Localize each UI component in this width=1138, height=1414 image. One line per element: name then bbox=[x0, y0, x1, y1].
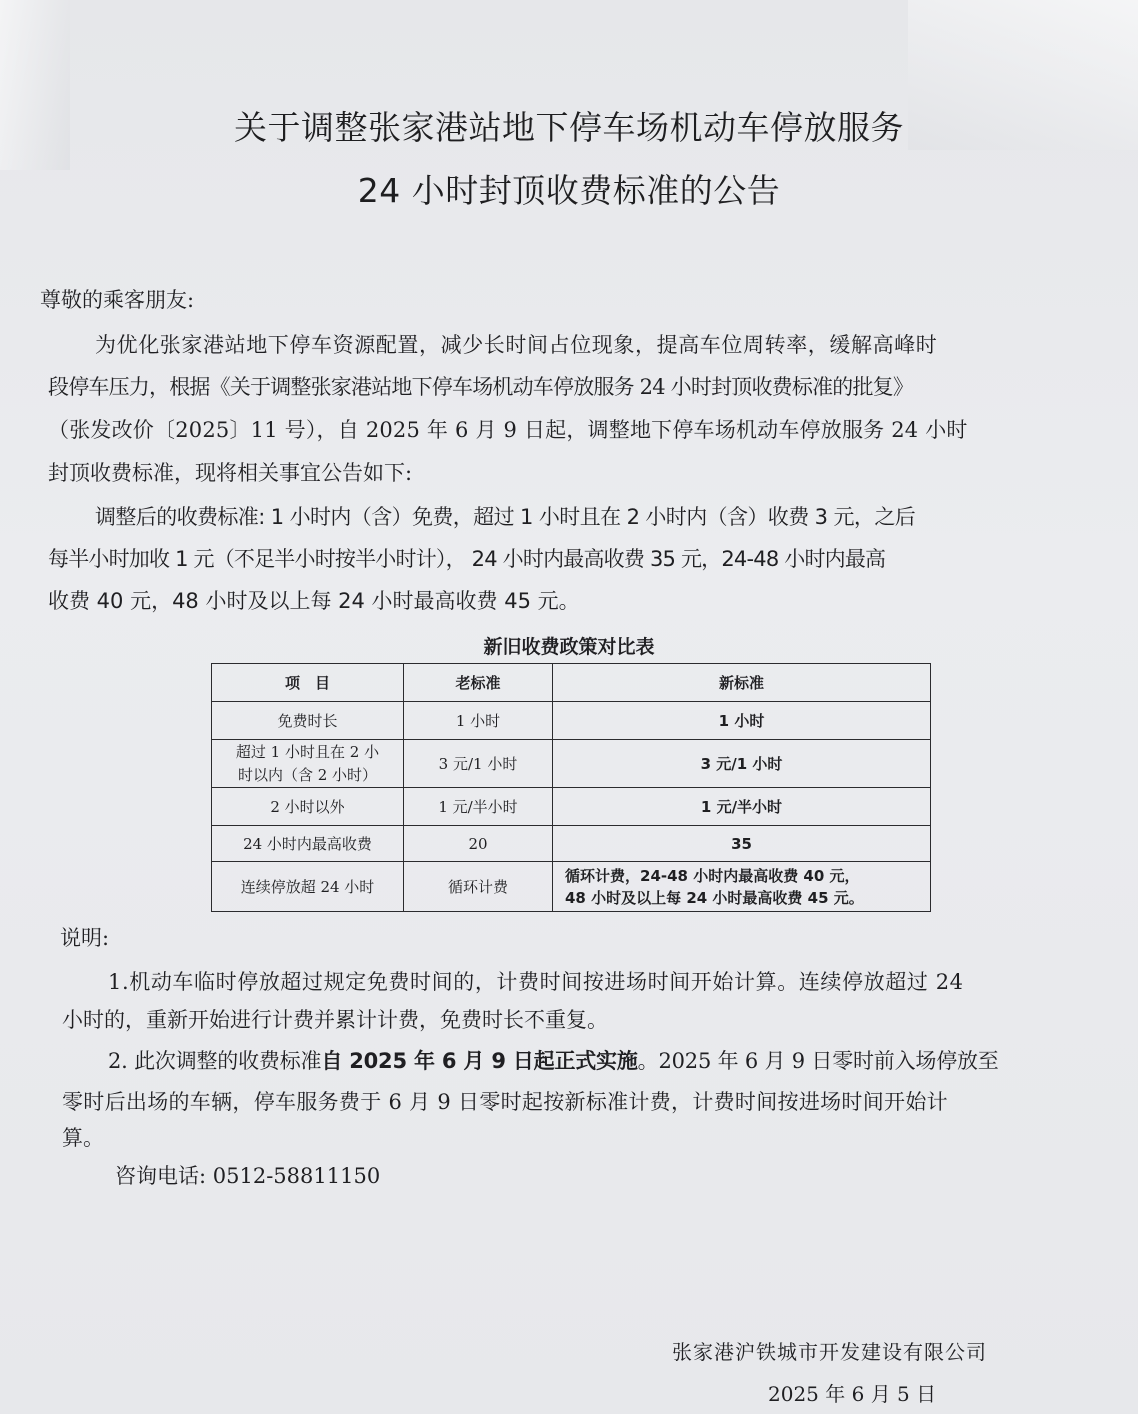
notice-title-line2: 24 小时封顶收费标准的公告 bbox=[357, 171, 781, 210]
note2-effective-date: 自 2025 年 6 月 9 日起正式实施 bbox=[321, 1049, 638, 1073]
standard-line-1: 调整后的收费标准: 1 小时内（含）免费，超过 1 小时且在 2 小时内（含）收费 3 元，之后 bbox=[95, 505, 916, 529]
row-old: 循环计费 bbox=[404, 862, 553, 912]
row-item: 连续停放超 24 小时 bbox=[212, 862, 404, 912]
intro-line-4: 封顶收费标准，现将相关事宜公告如下: bbox=[48, 461, 413, 485]
row-new-line2: 48 小时及以上每 24 小时最高收费 45 元。 bbox=[565, 888, 864, 907]
intro-line-1: 为优化张家港站地下停车资源配置，减少长时间占位现象，提高车位周转率，缓解高峰时 bbox=[95, 333, 938, 357]
row-old: 1 元/半小时 bbox=[404, 788, 553, 826]
header-item: 项 目 bbox=[212, 664, 404, 702]
row-new: 35 bbox=[553, 826, 931, 862]
row-new bbox=[553, 862, 931, 912]
table-row bbox=[212, 740, 931, 788]
row-item-line1: 超过 1 小时且在 2 小 bbox=[235, 742, 380, 761]
comparison-table bbox=[211, 663, 931, 912]
salutation: 尊敬的乘客朋友: bbox=[40, 288, 195, 312]
notice-title-line1: 关于调整张家港站地下停车场机动车停放服务 bbox=[234, 108, 904, 147]
note2-line-3: 算。 bbox=[62, 1126, 104, 1150]
intro-line-2: 段停车压力，根据《关于调整张家港站地下停车场机动车停放服务 24 小时封顶收费标准的批复》 bbox=[48, 375, 914, 399]
table-row bbox=[212, 826, 931, 862]
row-new: 3 元/1 小时 bbox=[553, 740, 931, 788]
row-item: 免费时长 bbox=[212, 702, 404, 740]
row-item bbox=[212, 740, 404, 788]
intro-line-3: （张发改价〔2025〕11 号），自 2025 年 6 月 9 日起，调整地下停车场机动车停放服务 24 小时 bbox=[48, 418, 968, 442]
note1-line-2: 小时的，重新开始进行计费并累计计费，免费时长不重复。 bbox=[62, 1008, 608, 1032]
issuer-name: 张家港沪铁城市开发建设有限公司 bbox=[672, 1340, 987, 1364]
header-new: 新标准 bbox=[553, 664, 931, 702]
row-item: 24 小时内最高收费 bbox=[212, 826, 404, 862]
table-row bbox=[212, 862, 931, 912]
row-new: 1 元/半小时 bbox=[553, 788, 931, 826]
table-header-row bbox=[212, 664, 931, 702]
table-row bbox=[212, 702, 931, 740]
note2-part-a: 2. 此次调整的收费标准 bbox=[108, 1049, 322, 1073]
issue-date: 2025 年 6 月 5 日 bbox=[768, 1382, 937, 1406]
note1-line-1: 1.机动车临时停放超过规定免费时间的，计费时间按进场时间开始计算。连续停放超过 24 bbox=[108, 970, 964, 994]
standard-line-3: 收费 40 元，48 小时及以上每 24 小时最高收费 45 元。 bbox=[48, 589, 580, 613]
notes-label: 说明: bbox=[60, 926, 110, 950]
note2-line-2: 零时后出场的车辆，停车服务费于 6 月 9 日零时起按新标准计费，计费时间按进场时间开始计 bbox=[62, 1090, 948, 1114]
note2-part-c: 。2025 年 6 月 9 日零时前入场停放至 bbox=[637, 1049, 999, 1073]
row-new-line1: 循环计费，24-48 小时内最高收费 40 元， bbox=[565, 866, 860, 885]
contact-phone: 咨询电话: 0512-58811150 bbox=[115, 1164, 381, 1188]
standard-line-2: 每半小时加收 1 元（不足半小时按半小时计）， 24 小时内最高收费 35 元，24-48 小时内最高 bbox=[48, 547, 886, 571]
note2-line-1 bbox=[108, 1045, 999, 1075]
row-new: 1 小时 bbox=[553, 702, 931, 740]
table-row bbox=[212, 788, 931, 826]
header-old: 老标准 bbox=[404, 664, 553, 702]
table-caption: 新旧收费政策对比表 bbox=[483, 636, 655, 658]
row-old: 1 小时 bbox=[404, 702, 553, 740]
row-old: 3 元/1 小时 bbox=[404, 740, 553, 788]
row-old: 20 bbox=[404, 826, 553, 862]
row-item: 2 小时以外 bbox=[212, 788, 404, 826]
row-item-line2: 时以内（含 2 小时） bbox=[237, 765, 378, 784]
